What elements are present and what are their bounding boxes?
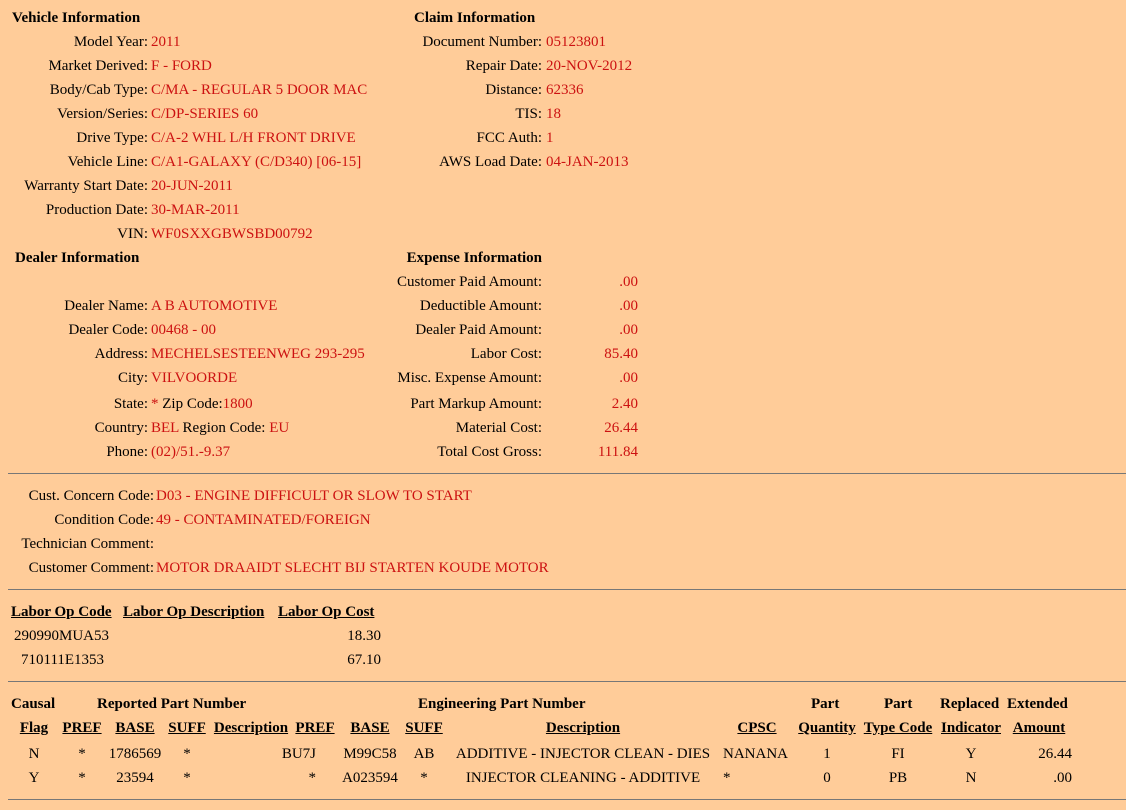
vehicle-body-cab-type-label: Body/Cab Type: bbox=[49, 82, 148, 98]
condition-code-label: Condition Code: bbox=[54, 512, 154, 528]
part-amount-cell: .00 bbox=[1053, 770, 1072, 786]
part-rsuff-cell: * bbox=[183, 746, 191, 762]
part-rpref-cell: * bbox=[78, 770, 86, 786]
part-ebase-cell: A023594 bbox=[342, 770, 398, 786]
engineering-suff-header: SUFF bbox=[405, 720, 443, 736]
reported-suff-header: SUFF bbox=[168, 720, 206, 736]
expense-customer-paid-amount-value: .00 bbox=[619, 274, 638, 290]
engineering-pref-header: PREF bbox=[295, 720, 335, 736]
claim-repair-date-label: Repair Date: bbox=[465, 58, 542, 74]
reported-description-header: Description bbox=[213, 720, 289, 736]
expense-material-cost-value: 26.44 bbox=[604, 420, 638, 436]
divider bbox=[8, 589, 1126, 590]
claim-distance-value: 62336 bbox=[546, 82, 584, 98]
part-cpsc-cell: NANANA bbox=[723, 746, 788, 762]
part-flag-cell: N bbox=[28, 746, 40, 762]
dealer-state-zip-line bbox=[151, 395, 253, 413]
type-code-header: Type Code bbox=[863, 720, 933, 736]
expense-dealer-paid-amount-label: Dealer Paid Amount: bbox=[415, 322, 542, 338]
vehicle-version-series-value: C/DP-SERIES 60 bbox=[151, 106, 259, 122]
part-rbase-cell: 1786569 bbox=[108, 746, 162, 762]
dealer-code-label: Dealer Code: bbox=[68, 322, 148, 338]
reported-pref-header: PREF bbox=[62, 720, 102, 736]
expense-material-cost-label: Material Cost: bbox=[455, 420, 542, 436]
expense-total-cost-gross-label: Total Cost Gross: bbox=[437, 444, 542, 460]
labor-op-cost-cell: 18.30 bbox=[347, 628, 381, 644]
dealer-state-label: State: bbox=[113, 396, 148, 412]
divider bbox=[8, 681, 1126, 682]
vehicle-vehicle-line-label: Vehicle Line: bbox=[67, 154, 148, 170]
customer-comment-label: Customer Comment: bbox=[28, 560, 154, 576]
dealer-region-label: Region Code: bbox=[182, 420, 266, 436]
indicator-header: Indicator bbox=[941, 720, 1001, 736]
expense-misc-expense-amount-value: .00 bbox=[619, 370, 638, 386]
vehicle-model-year-value: 2011 bbox=[151, 34, 181, 50]
cpsc-header: CPSC bbox=[737, 720, 777, 736]
expense-info-heading: Expense Information bbox=[406, 250, 542, 266]
part-esuff-cell: * bbox=[420, 770, 428, 786]
dealer-name-label: Dealer Name: bbox=[64, 298, 148, 314]
claim-document-number-label: Document Number: bbox=[422, 34, 542, 50]
part-quantity-group-header: Part bbox=[811, 696, 840, 712]
dealer-country-value: BEL bbox=[151, 420, 179, 436]
dealer-address-value: MECHELSESTEENWEG 293-295 bbox=[151, 346, 365, 362]
claim-document-number-value: 05123801 bbox=[546, 34, 606, 50]
dealer-country-label: Country: bbox=[94, 420, 148, 436]
vehicle-market-derived-label: Market Derived: bbox=[48, 58, 148, 74]
part-rsuff-cell: * bbox=[183, 770, 191, 786]
claim-repair-date-value: 20-NOV-2012 bbox=[546, 58, 633, 74]
claim-fcc-auth-value: 1 bbox=[546, 130, 554, 146]
concern-code-label: Cust. Concern Code: bbox=[28, 488, 154, 504]
part-rbase-cell: 23594 bbox=[116, 770, 154, 786]
dealer-city-label: City: bbox=[117, 370, 148, 386]
part-epref-cell: BU7J bbox=[281, 746, 316, 762]
part-qty-cell: 0 bbox=[823, 770, 831, 786]
flag-header: Flag bbox=[19, 720, 49, 736]
dealer-city-value: VILVOORDE bbox=[151, 370, 238, 386]
expense-total-cost-gross-value: 111.84 bbox=[597, 444, 638, 460]
claim-fcc-auth-label: FCC Auth: bbox=[476, 130, 542, 146]
dealer-zip-value: 1800 bbox=[222, 396, 253, 412]
engineering-part-group-header: Engineering Part Number bbox=[418, 696, 586, 712]
part-qty-cell: 1 bbox=[823, 746, 831, 762]
customer-comment-value: MOTOR DRAAIDT SLECHT BIJ STARTEN KOUDE MOTOR bbox=[156, 560, 549, 576]
labor-op-cost-cell: 67.10 bbox=[347, 652, 381, 668]
claim-distance-label: Distance: bbox=[485, 82, 542, 98]
vehicle-vin-value: WF0SXXGBWSBD00792 bbox=[151, 226, 313, 242]
concern-code-value: D03 - ENGINE DIFFICULT OR SLOW TO START bbox=[156, 488, 472, 504]
dealer-phone-value: (02)/51.-9.37 bbox=[151, 444, 231, 460]
vehicle-vin-label: VIN: bbox=[117, 226, 148, 242]
dealer-zip-label: Zip Code: bbox=[162, 396, 223, 412]
expense-part-markup-amount-label: Part Markup Amount: bbox=[410, 396, 542, 412]
expense-deductible-amount-value: .00 bbox=[619, 298, 638, 314]
part-edesc-cell: INJECTOR CLEANING - ADDITIVE bbox=[465, 770, 701, 786]
vehicle-info-heading: Vehicle Information bbox=[12, 10, 141, 26]
technician-comment-label: Technician Comment: bbox=[21, 536, 154, 552]
vehicle-warranty-start-date-value: 20-JUN-2011 bbox=[151, 178, 233, 194]
labor-op-code-cell: 290990MUA53 bbox=[14, 628, 110, 644]
claim-tis-value: 18 bbox=[546, 106, 561, 122]
part-edesc-cell: ADDITIVE - INJECTOR CLEAN - DIES bbox=[455, 746, 711, 762]
expense-part-markup-amount-value: 2.40 bbox=[611, 396, 638, 412]
vehicle-drive-type-value: C/A-2 WHL L/H FRONT DRIVE bbox=[151, 130, 356, 146]
vehicle-production-date-value: 30-MAR-2011 bbox=[151, 202, 240, 218]
divider bbox=[8, 473, 1126, 474]
claim-aws-load-date-label: AWS Load Date: bbox=[439, 154, 542, 170]
part-ind-cell: N bbox=[965, 770, 977, 786]
labor-op-description-header: Labor Op Description bbox=[123, 604, 265, 620]
part-epref-cell: * bbox=[308, 770, 316, 786]
part-type-cell: FI bbox=[891, 746, 905, 762]
expense-misc-expense-amount-label: Misc. Expense Amount: bbox=[397, 370, 542, 386]
dealer-state-value: * bbox=[151, 396, 159, 412]
claim-info-heading: Claim Information bbox=[414, 10, 536, 26]
dealer-name-value: A B AUTOMOTIVE bbox=[151, 298, 278, 314]
reported-part-group-header: Reported Part Number bbox=[97, 696, 247, 712]
replaced-group-header: Replaced bbox=[940, 696, 1000, 712]
vehicle-warranty-start-date-label: Warranty Start Date: bbox=[24, 178, 148, 194]
vehicle-drive-type-label: Drive Type: bbox=[76, 130, 148, 146]
vehicle-vehicle-line-value: C/A1-GALAXY (C/D340) [06-15] bbox=[151, 154, 362, 170]
expense-customer-paid-amount-label: Customer Paid Amount: bbox=[396, 274, 542, 290]
part-amount-cell: 26.44 bbox=[1038, 746, 1072, 762]
vehicle-version-series-label: Version/Series: bbox=[57, 106, 148, 122]
dealer-info-heading: Dealer Information bbox=[15, 250, 140, 266]
labor-op-cost-header: Labor Op Cost bbox=[278, 604, 375, 620]
reported-base-header: BASE bbox=[115, 720, 155, 736]
vehicle-model-year-label: Model Year: bbox=[73, 34, 148, 50]
expense-labor-cost-value: 85.40 bbox=[604, 346, 638, 362]
engineering-base-header: BASE bbox=[350, 720, 390, 736]
vehicle-body-cab-type-value: C/MA - REGULAR 5 DOOR MAC bbox=[151, 82, 368, 98]
part-flag-cell: Y bbox=[28, 770, 40, 786]
part-cpsc-cell: * bbox=[723, 770, 731, 786]
part-ind-cell: Y bbox=[965, 746, 977, 762]
dealer-phone-label: Phone: bbox=[106, 444, 148, 460]
labor-op-code-cell: 710111E1353 bbox=[21, 652, 105, 668]
part-rpref-cell: * bbox=[78, 746, 86, 762]
dealer-code-value: 00468 - 00 bbox=[151, 322, 216, 338]
extended-group-header: Extended bbox=[1007, 696, 1068, 712]
part-type-cell: PB bbox=[888, 770, 908, 786]
vehicle-production-date-label: Production Date: bbox=[45, 202, 148, 218]
claim-tis-label: TIS: bbox=[515, 106, 542, 122]
dealer-address-label: Address: bbox=[94, 346, 148, 362]
dealer-country-region-line bbox=[151, 419, 289, 437]
part-ebase-cell: M99C58 bbox=[343, 746, 397, 762]
expense-dealer-paid-amount-value: .00 bbox=[619, 322, 638, 338]
expense-deductible-amount-label: Deductible Amount: bbox=[419, 298, 542, 314]
labor-op-code-header: Labor Op Code bbox=[11, 604, 112, 620]
quantity-header: Quantity bbox=[798, 720, 856, 736]
amount-header: Amount bbox=[1012, 720, 1066, 736]
claim-aws-load-date-value: 04-JAN-2013 bbox=[546, 154, 629, 170]
dealer-region-value: EU bbox=[269, 420, 290, 436]
engineering-description-header: Description bbox=[545, 720, 621, 736]
vehicle-market-derived-value: F - FORD bbox=[151, 58, 212, 74]
part-type-group-header: Part bbox=[884, 696, 913, 712]
divider bbox=[8, 799, 1126, 800]
expense-labor-cost-label: Labor Cost: bbox=[470, 346, 542, 362]
part-esuff-cell: AB bbox=[413, 746, 435, 762]
causal-group-header: Causal bbox=[11, 696, 56, 712]
condition-code-value: 49 - CONTAMINATED/FOREIGN bbox=[156, 512, 371, 528]
